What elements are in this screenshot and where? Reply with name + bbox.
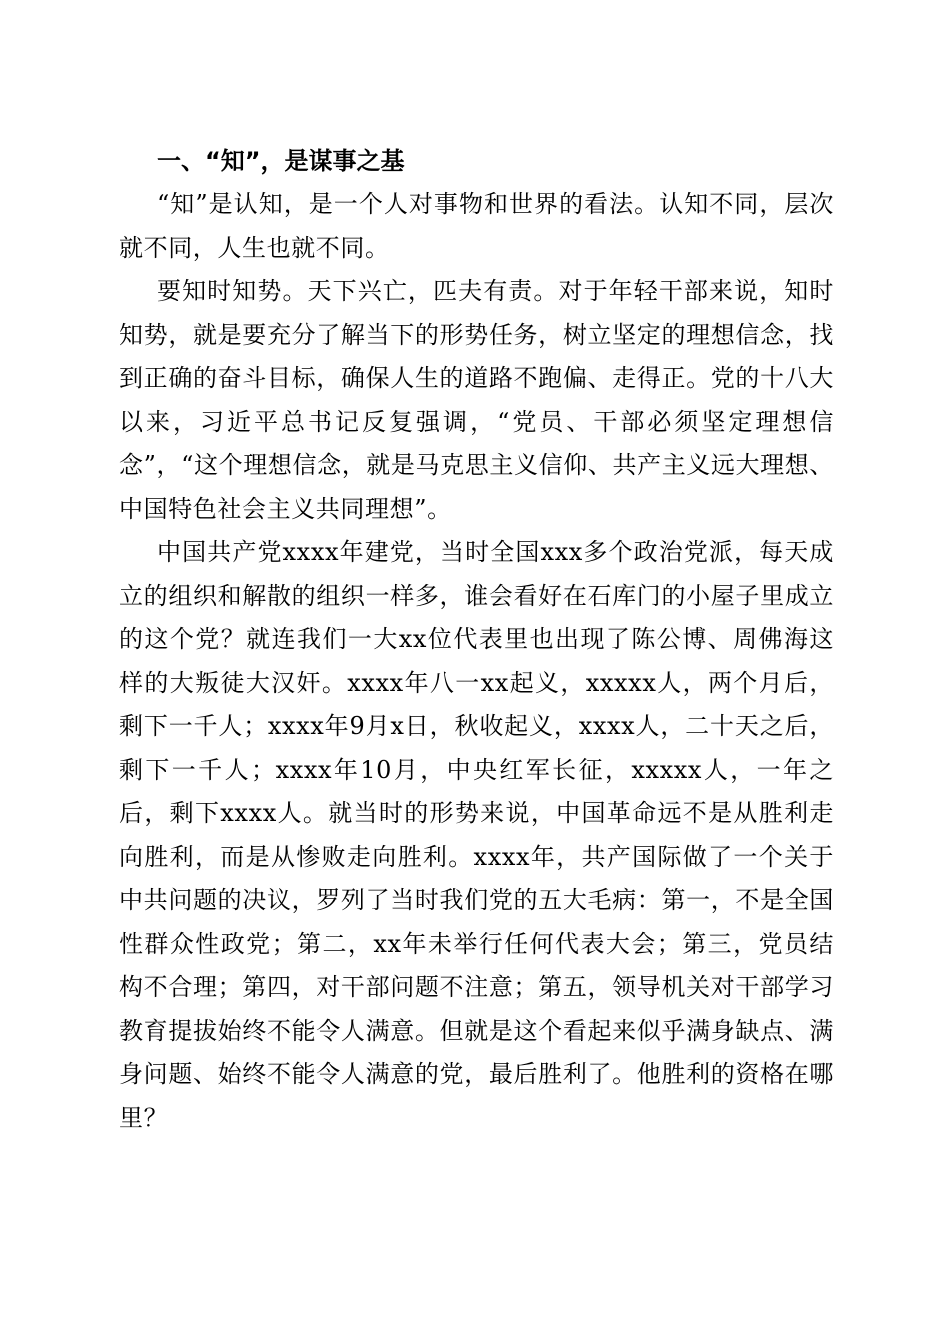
section-heading: 一、“知”，是谋事之基 <box>157 147 405 175</box>
paragraph-know-times: 要知时知势。天下兴亡，匹夫有责。对于年轻干部来说，知时知势，就是要充分了解当下的形势任务，树立坚定的理想信念，找到正确的奋斗目标，确保人生的道路不跑偏、走得正。党的十八大以来，习近平总书记反复强调，“党员、干部必须坚定理想信念”，“这个理想信念，就是马克思主义信仰、共产主义远大理想、中国特色社会主义共同理想”。 <box>119 277 834 523</box>
paragraph-party-history: 中国共产党xxxx年建党，当时全国xxx多个政治党派，每天成立的组织和解散的组织一样多，谁会看好在石库门的小屋子里成立的这个党？就连我们一大xx位代表里也出现了陈公博、周佛海这样的大叛徒大汉奸。xxxx年八一xx起义，xxxxx人，两个月后，剩下一千人；xxxx年9月x日，秋收起义，xxxx人，二十天之后，剩下一千人；xxxx年10月，中央红军长征，xxxxx人，一年之后，剩下xxxx人。就当时的形势来说，中国革命远不是从胜利走向胜利，而是从惨败走向胜利。xxxx年，共产国际做了一个关于中共问题的决议，罗列了当时我们党的五大毛病：第一，不是全国性群众性政党；第二，xx年未举行任何代表大会；第三，党员结构不合理；第四，对干部问题不注意；第五，领导机关对干部学习教育提拔始终不能令人满意。但就是这个看起来似乎满身缺点、满身问题、始终不能令人满意的党，最后胜利了。他胜利的资格在哪里？ <box>119 538 834 1132</box>
document-body <box>119 140 834 1140</box>
paragraph-definition: “知”是认知，是一个人对事物和世界的看法。认知不同，层次就不同，人生也就不同。 <box>119 190 834 262</box>
